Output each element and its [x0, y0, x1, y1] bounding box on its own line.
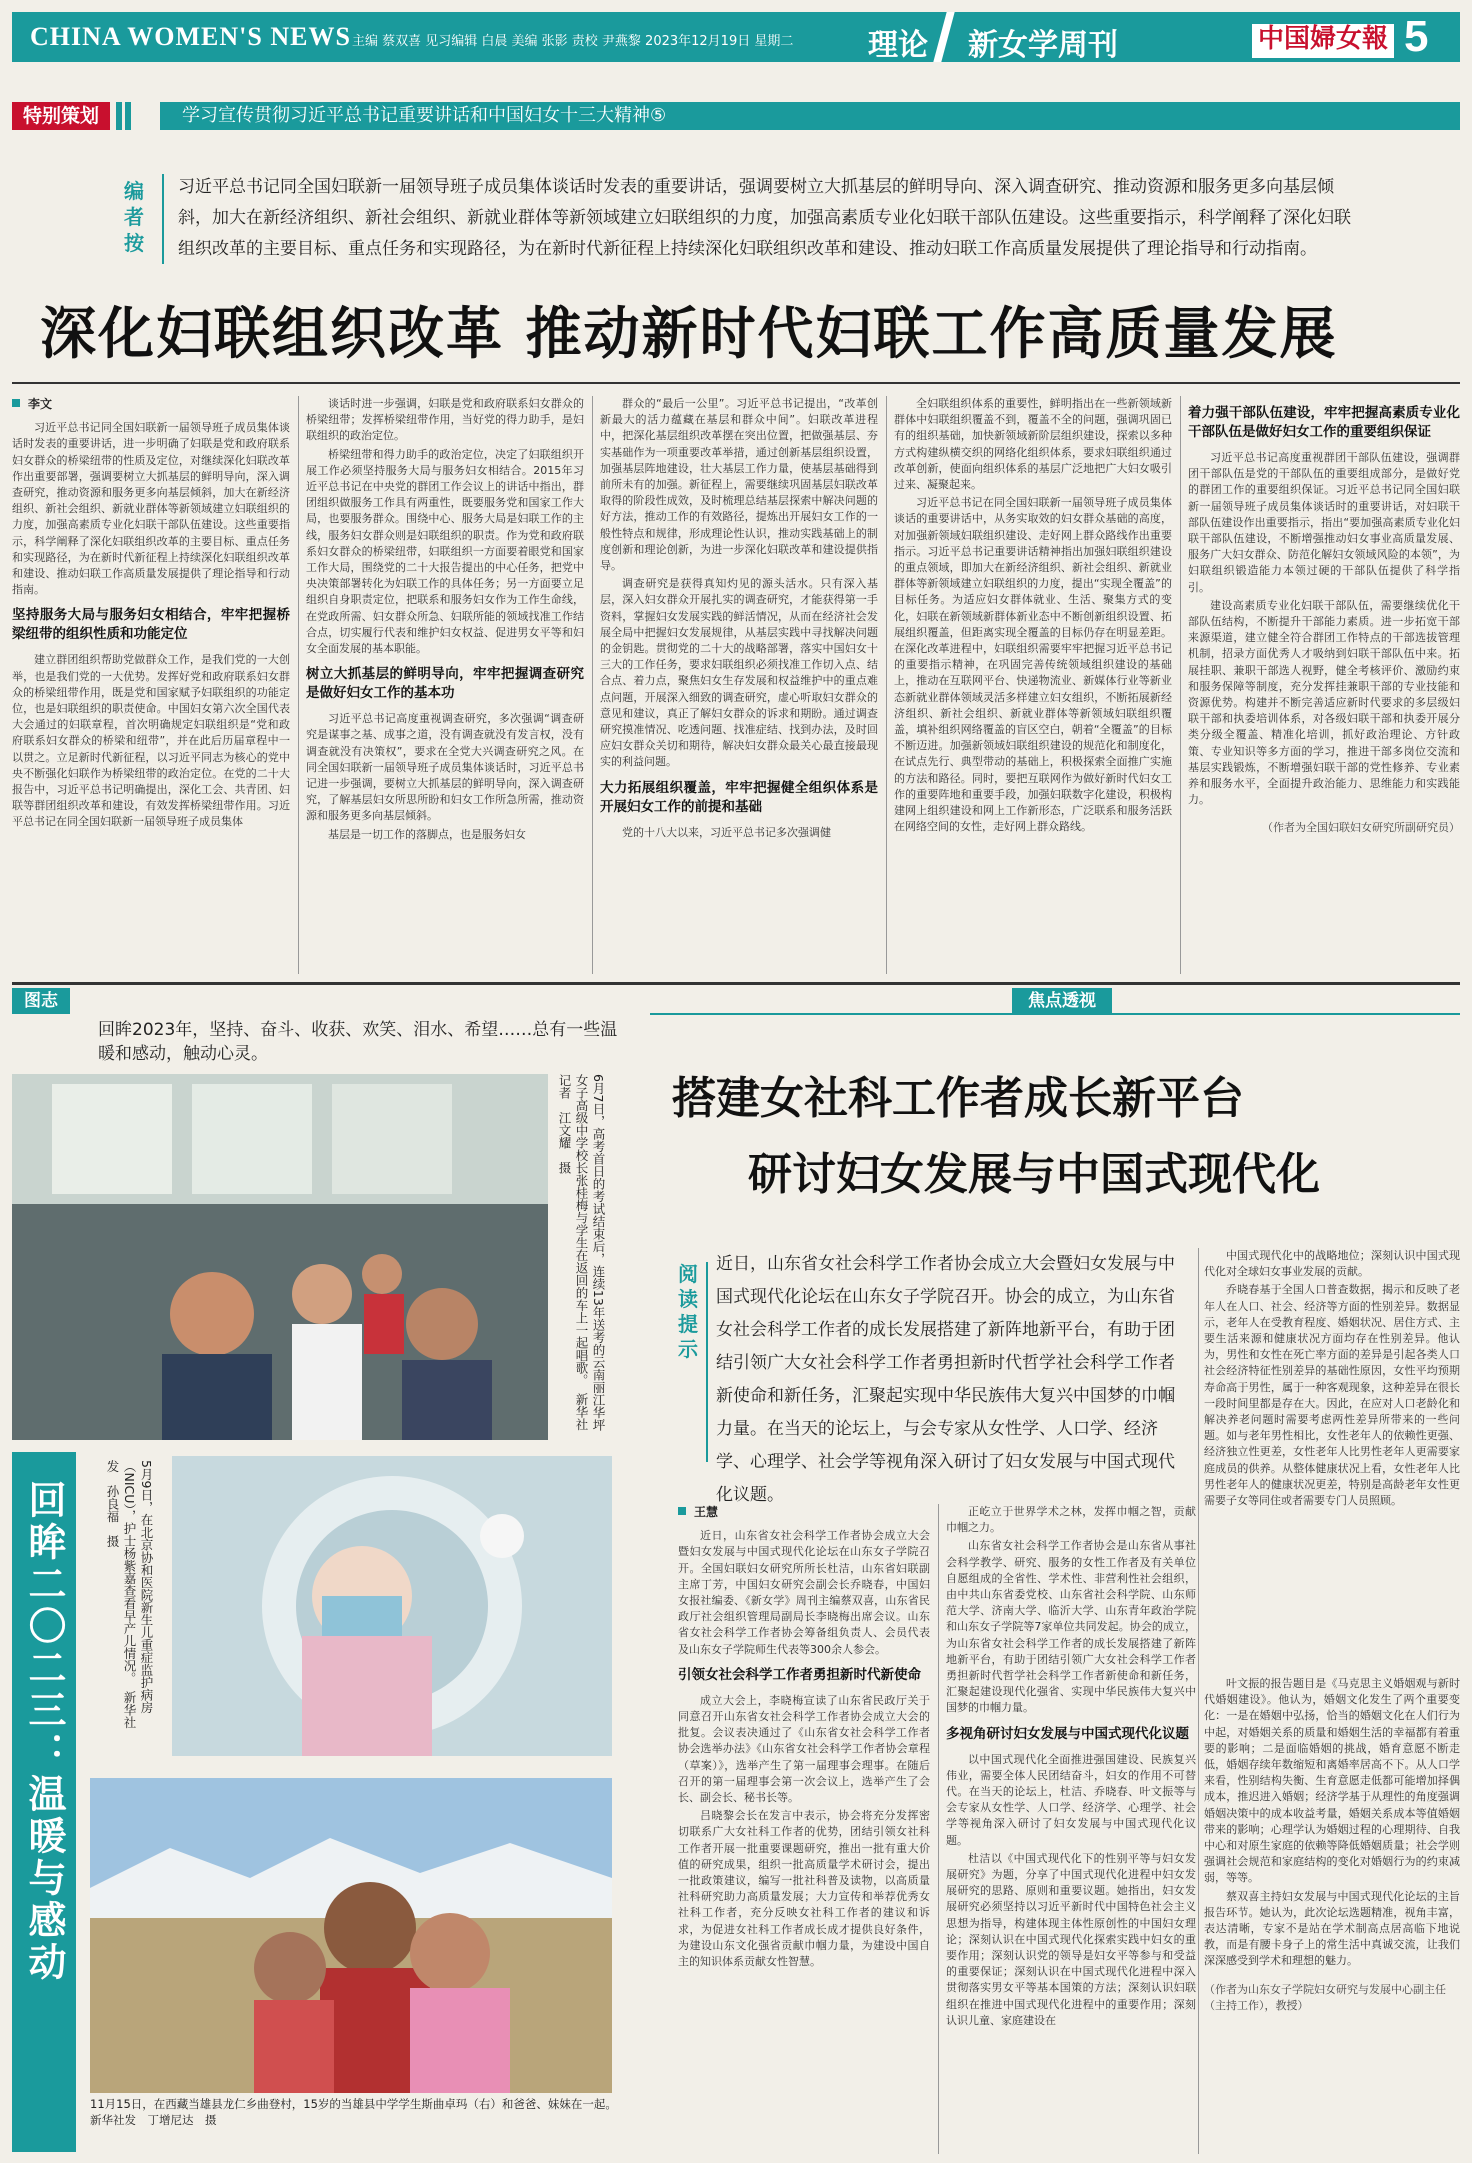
focus-tag: 焦点透视 [1012, 988, 1112, 1014]
article-column-2 [306, 396, 584, 974]
paragraph: 调查研究是获得真知灼见的源头活水。只有深入基层，深入妇女群众开展扎实的调查研究，才能获得第一手资料，掌握妇女发展实践的鲜活情况，从而在经济社会发展全局中把握妇女发展规律，从基层实践中寻找解决问题的金钥匙。贯彻党的二十大的战略部署，落实中国妇女十三大的工作任务，要求妇联组织必须找准工作切入点、结合点、着力点，聚焦妇女生存发展和权益维护中的重点难点问题，开展深入细致的调查研究，虚心听取妇女群众的意见和建议，真正了解妇女群众的诉求和期盼。通过调查研究摸准情况、吃透问题、找准症结、找到办法，及时回应妇女群众关切和期待，解决妇女群众最关心最直接最现实的利益问题。 [600, 577, 878, 769]
paragraph: 杜洁以《中国式现代化下的性别平等与妇女发展研究》为题，分享了中国式现代化进程中妇女发展研究的思路、原则和重要议题。她指出，妇女发展研究必须坚持以习近平新时代中国特色社会主义思想为指导，构建体现主体性原创性的中国妇女理论；深刻认识在中国式现代化探索实践中妇女的重要作用；深刻认识党的领导是妇女平等参与和受益的重要保证；深刻认识在中国式现代化进程中深入贯彻落实男女平等基本国策的方法；深刻认识妇联组织在推进中国式现代化进程中的重要作用；深刻认识儿童、家庭建设在 [946, 1851, 1196, 2027]
paragraph: 以中国式现代化全面推进强国建设、民族复兴伟业，需要全体人民团结奋斗，妇女的作用不可替代。在当天的论坛上，杜洁、乔晓春、叶文振等与会专家从女性学、人口学、经济学、心理学、社会学等视角深入研讨了妇女发展与中国式现代化议题。 [946, 1752, 1196, 1847]
paragraph: 习近平总书记高度重视群团干部队伍建设，强调群团干部队伍是党的干部队伍的重要组成部分，是做好党的群团工作的重要组织保证。习近平总书记同全国妇联新一届领导班子成员集体谈话时的重要讲话，对妇联干部队伍建设作出重要指示，指出“要加强高素质专业化妇联干部队伍建设，不断增强推动妇女事业高质量发展、服务广大妇女群众、防范化解妇女领域风险的本领”，为妇联组织锻造能力本领过硬的干部队伍提供了科学指引。 [1188, 451, 1460, 594]
photo-section-intro: 回眸2023年，坚持、奋斗、收获、欢笑、泪水、希望……总有一些温暖和感动，触动心灵。 [98, 1020, 618, 1064]
staff-line: 主编 蔡双喜 见习编辑 白晨 美编 张影 责校 尹燕黎 2023年12月19日 星期二 [352, 34, 794, 49]
photo-tibet-family [90, 1778, 612, 2093]
special-planning-tag: 特别策划 [12, 102, 110, 130]
article-column-3 [600, 396, 878, 974]
reading-tip-tag: 阅读提示 [678, 1262, 698, 1361]
paragraph: 党的十八大以来，习近平总书记多次强调健 [622, 825, 831, 839]
banner-title: 学习宣传贯彻习近平总书记重要讲话和中国妇女十三大精神⑤ [160, 102, 1460, 130]
reading-tip-rule [706, 1262, 708, 1462]
paragraph: 近日，山东省女社会科学工作者协会成立大会暨妇女发展与中国式现代化论坛在山东女子学院召开。全国妇联妇女研究所所长杜洁，山东省妇联副主席丁芳，中国妇女研究会副会长乔晓春，中国妇女报社编委、《新女学》周刊主编蔡双喜，山东省民政厅社会组织管理局副局长李晓梅出席会议。山东省女社会科学工作者协会筹备组负责人、会员代表及山东女子学院师生代表等300余人参会。 [678, 1529, 930, 1656]
paragraph: 习近平总书记在同全国妇联新一届领导班子成员集体谈话的重要讲话中，从务实取效的妇女群众基础的高度，对加强新领域妇联组织建设、走好网上群众路线作出重要指示。习近平总书记重要讲话精神指出加强妇联组织建设的重点领域，即加大在新经济组织、新社会组织、新就业群体等新领域建立妇联组织的力度，提出“实现全覆盖”的目标任务。为适应妇女群体就业、生活、聚集方式的变化，妇联在新领域新群体新业态中不断创新组织设置、拓展组织覆盖，但距离实现全覆盖的目标仍存在明显差距。在深化改革进程中，妇联组织需要牢牢把握习近平总书记的重要指示精神，在巩固完善传统领域组织建设的基础上，推动在互联网平台、快递物流业、新媒体行业等新业态新就业群体领域灵活多样建立妇女组织，不断拓展新经济组织、新社会组织、新就业群体等新领域妇联组织覆盖，填补组织网络覆盖的盲区空白，朝着“全覆盖”的目标不断迈进。加强新领域妇联组织建设的规范化和制度化，在试点先行、典型带动的基础上，积极探索全面推广实施的方法和路径。同时，要把互联网作为做好新时代妇女工作的重要阵地和重要手段，加强妇联数字化建设，积极构建网上组织建设和网上工作新形态，广泛联系和服务活跃在网络空间的女性，走好网上群众路线。 [894, 496, 1172, 834]
paragraph: 山东省女社会科学工作者协会是山东省从事社会科学教学、研究、服务的女性工作者及有关单位自愿组成的全省性、学术性、非营利性社会组织，由中共山东省委党校、山东省社会科学院、山东师范大学、济南大学、临沂大学、山东青年政治学院和山东女子学院等7家单位共同发起。协会的成立，为山东省女社会科学工作者的成长发展搭建了新阵地新平台，有助于团结引领广大女社会科学工作者勇担新时代哲学社会科学工作者新使命和新任务，汇聚起建设现代化强省、实现中华民族伟大复兴中国梦的巾帼力量。 [946, 1539, 1196, 1715]
page-number: 5 [1404, 12, 1429, 61]
headline-rule [12, 382, 1460, 384]
paragraph: 蔡双喜主持妇女发展与中国式现代化论坛的主旨报告环节。她认为，此次论坛选题精准，视角丰富，表达清晰，专家不是站在学术制高点居高临下地说教，而是有腰卡身子上的常生活中真诚交流，让我们深深感受到学术和理想的魅力。 [1204, 1889, 1460, 1968]
tibet-photo-illustration [90, 1778, 612, 2093]
weekly-name: 新女学周刊 [968, 28, 1118, 63]
paragraph: 叶文振的报告题目是《马克思主义婚姻观与新时代婚姻建设》。他认为，婚姻文化发生了两个重要变化：一是在婚姻中弘扬，恰当的婚姻文化在人们行为中起，对婚姻关系的质量和婚姻生活的幸福都有着重要的影响；二是面临婚姻的挑战，婚育意愿不断走低，婚姻存续年数缩短和离婚率居高不下。从人口学来看，性别结构失衡、生育意愿走低都可能增加择偶成本，推迟进入婚姻；经济学基于从理性的角度强调婚姻决策中的成本收益考量，婚姻关系成本等值婚姻带来的影响；心理学认为婚姻过程的心理期待、自我中心和对原生家庭的依赖等降低婚姻质量；社会学则强调社会规范和家庭结构的变化对婚姻行为的约束减弱，等等。 [1204, 1677, 1460, 1885]
paragraph: 桥梁纽带和得力助手的政治定位，决定了妇联组织开展工作必须坚持服务大局与服务妇女相结合。2015年习近平总书记在中央党的群团工作会议上的讲话中指出，群团组织做服务工作具有两重性，既要服务党和国家工作大局，也要服务群众。围绕中心、服务大局是妇联工作的主线，服务妇女群众则是妇联组织的职责。作为党和政府联系妇女群众的桥梁纽带，妇联组织一方面要着眼党和国家工作大局，围绕党的二十大报告提出的中心任务，把党中央决策部署转化为妇联工作的具体任务；另一方面要立足组织自身职责定位，把联系和服务妇女作为工作生命线，在党政所需、妇女群众所急、妇联所能的领域找准工作结合点，切实履行代表和维护妇女权益、促进男女平等和妇女全面发展的基本职能。 [306, 447, 584, 656]
focus-column-1 [678, 1504, 930, 2154]
main-headline: 深化妇联组织改革 推动新时代妇联工作高质量发展 [40, 301, 1338, 367]
article-column-5 [1188, 396, 1460, 974]
section-name: 理论 [868, 28, 928, 63]
focus-author: 王慧 [678, 1504, 930, 1520]
reading-tip-text: 近日，山东省女社会科学工作者协会成立大会暨妇女发展与中国式现代化论坛在山东女子学院召开。协会的成立，为山东省女社会科学工作者的成长发展搭建了新阵地新平台，有助于团结引领广大女社会科学工作者勇担新时代哲学社会科学工作者新使命和新任务，汇聚起实现中华民族伟大复兴中国梦的巾帼力量。在当天的论坛上，与会专家从女性学、人口学、经济学、心理学、社会学等视角深入研讨了妇女发展与中国式现代化议题。 [716, 1254, 1175, 1505]
column-divider [1198, 1248, 1199, 2154]
paragraph: 吕晓黎会长在发言中表示，协会将充分发挥密切联系广大女社科工作者的优势，团结引领女社科工作者开展一批重要课题研究，推出一批有重大价值的研究成果，组织一批高质量学术研讨会，提出一批政策建议，编写一批社科普及读物，以高质量社科研究助力高质量发展；大力宣传和举荐优秀女社科工作者，充分反映女社科工作者的建议和诉求，为促进女社科工作者成长成才提供良好条件，为建设山东文化强省贡献巾帼力量，为建设中国自主的知识体系贡献女性智慧。 [678, 1809, 930, 1969]
subheading-1: 坚持服务大局与服务妇女相结合，牢牢把握桥梁纽带的组织性质和功能定位 [12, 607, 290, 643]
focus-subheading-1: 引领女社会科学工作者勇担新时代新使命 [678, 1666, 921, 1683]
editor-note-text: 习近平总书记同全国妇联新一届领导班子成员集体谈话时发表的重要讲话，强调要树立大抓基层的鲜明导向、深入调查研究、推动资源和服务更多向基层倾斜，加大在新经济组织、新社会组织、新就业群体等新领域建立妇联组织的力度，加强高素质专业化妇联干部队伍建设。这些重要指示，科学阐释了深化妇联组织改革的主要目标、重点任务和实现路径，为在新时代新征程上持续深化妇联组织改革和建设、推动妇联工作高质量发展提供了理论指导和行动指南。 [178, 177, 1351, 259]
photo-caption-2: 5月9日，在北京协和医院新生儿重症监护病房（NICU），护士杨紫嘉查看早产儿情况。 新华社发 孙良福 摄 [105, 1460, 154, 1729]
photo-bus-singing [12, 1074, 548, 1440]
paragraph: 成立大会上，李晓梅宣读了山东省民政厅关于同意召开山东省女社会科学工作者协会成立大会的批复。会议表决通过了《山东省女社会科学工作者协会选举办法》《山东省女社会科学工作者协会章程（草案）》，选举产生了第一届理事会理事。在随后召开的第一届理事会第一次会议上，选举产生了会长、副会长、秘书长等。 [678, 1693, 930, 1805]
column-divider [298, 396, 299, 974]
photo-caption-1: 6月7日，高考首日的考试结束后，连续13年送考的云南丽江华坪女子高级中学校长张桂梅与学生在返回的车上一起唱歌。 新华社记者 江文耀 摄 [557, 1074, 606, 1431]
paragraph: 建设高素质专业化妇联干部队伍，需要继续优化干部队伍结构，不断提升干部能力素质。进一步拓宽干部来源渠道，建立健全符合群团工作特点的干部选拔管理机制，招录方面优秀人才吸纳到妇联干部队伍中来。拓展挂职、兼职干部选人视野，健全考核评价、激励约束和服务保障等制度，充分发挥挂兼职干部的专业技能和资源优势。构建并不断完善适应新时代要求的多层级妇联干部和执委培训体系，对各级妇联干部和执委开展分类分级全覆盖、精准化培训，抓好政治理论、方针政策、专业知识等多方面的学习，推进干部多岗位交流和基层实践锻炼，不断增强妇联干部的党性修养、专业素养和服务水平，全面提升政治能力、思维能力和实践能力。 [1188, 598, 1460, 807]
paragraph: 乔晓春基于全国人口普查数据，揭示和反映了老年人在人口、社会、经济等方面的性别差异。数据显示，老年人在受教育程度、婚姻状况、居住方式、主要生活来源和健康状况方面均存在性别差异。他认为，男性和女性在死亡率方面的差异是引起各类人口社会经济特征性别差异的基础性原因，女性平均预期寿命高于男性，属于一种客观现象，这种差异在很长一段时间里都是存在大。因此，在应对人口老龄化和解决养老问题时需要考虑两性差异所带来的一些问题。如与老年男性相比，女性老年人的依赖性更强、经济独立性更差，女性老年人比男性老年人更需要家庭成员的供养。从整体健康状况上看，女性老年人比男性老年人的健康状况更差，特别是高龄老年女性更需要子女等同住或者需要专门人员照顾。 [1204, 1283, 1460, 1508]
nicu-photo-illustration [172, 1456, 612, 1756]
paragraph: 基层是一切工作的落脚点，也是服务妇女 [328, 827, 526, 841]
subheading-3: 大力拓展组织覆盖，牢牢把握健全组织体系是开展妇女工作的前提和基础 [600, 779, 878, 815]
newspaper-logo: 中国婦女報 [1252, 24, 1394, 58]
editor-note-rule [162, 174, 164, 264]
paragraph: 习近平总书记同全国妇联新一届领导班子成员集体谈话时发表的重要讲话，进一步明确了妇联是党和政府联系妇女群众的桥梁纽带的性质及定位，对继续深化妇联改革作出重要部署，强调要树立大抓基层的鲜明导向，深入调查研究，推动资源和服务更多向基层倾斜，加大在新经济组织、新社会组织、新就业群体等新领域建立妇联组织的力度，加强高素质专业化妇联干部队伍建设。这些重要指示，科学阐释了深化妇联组织改革的主要目标、重点任务和实现路径，为在新时代新征程上持续深化妇联组织改革和建设、推动妇联工作高质量发展提供了理论指导和行动指南。 [12, 421, 290, 597]
focus-column-3a [1204, 1248, 1460, 1668]
paper-english-name: CHINA WOMEN'S NEWS [30, 22, 351, 51]
bus-photo-illustration [12, 1074, 548, 1440]
subheading-4: 着力强干部队伍建设，牢牢把握高素质专业化干部队伍是做好妇女工作的重要组织保证 [1188, 405, 1460, 440]
masthead-divider [933, 12, 954, 62]
column-divider [592, 396, 593, 974]
paragraph: 建立群团组织帮助党做群众工作，是我们党的一大创举，也是我们党的一大优势。发挥好党和政府联系妇女群众的桥梁纽带作用，既是党和国家赋予妇联组织的功能定位，也是妇联组织的职责使命。中国妇女第六次全国代表大会通过的妇联章程，首次明确规定妇联组织是“党和政府联系妇女群众的桥梁和纽带”，并在此后历届章程中一以贯之。立足新时代新征程，以习近平同志为核心的党中央不断强化妇联作为桥梁纽带的政治定位。在党的二十大报告中，习近平总书记明确提出，深化工会、共青团、妇联等群团组织改革和建设，有效发挥桥梁纽带作用。习近平总书记在同全国妇联新一届领导班子成员集体 [12, 653, 290, 829]
paragraph: 谈话时进一步强调，妇联是党和政府联系妇女群众的桥梁纽带；发挥桥梁纽带作用，当好党的得力助手，是妇联组织的政治定位。 [306, 397, 584, 443]
subheading-2: 树立大抓基层的鲜明导向，牢牢把握调查研究是做好妇女工作的基本功 [306, 666, 584, 702]
paragraph: 习近平总书记高度重视调查研究，多次强调“调查研究是谋事之基、成事之道，没有调查就没有发言权，没有调查就没有决策权”，要求在全党大兴调查研究之风。在同全国妇联新一届领导班子成员集体谈话时，习近平总书记进一步强调，要树立大抓基层的鲜明导向，深入调查研究，了解基层妇女所思所盼和妇女工作所急所需，推动资源和服务更多向基层倾斜。 [306, 712, 584, 823]
focus-subheading-2: 多视角研讨妇女发展与中国式现代化议题 [946, 1725, 1189, 1742]
paragraph: 群众的“最后一公里”。习近平总书记提出，“改革创新最大的活力蕴藏在基层和群众中间”。妇联改革进程中，把深化基层组织改革摆在突出位置，把做强基层、夯实基础作为一项重要改革举措，通过创新基层组织设置，加强基层阵地建设，壮大基层工作力量，使基层基础得到前所未有的加强。新征程上，需要继续巩固基层妇联改革取得的阶段性成效，及时梳理总结基层探索中解决问题的好方法，推动工作的有效路径，提炼出开展妇女工作的一般性特点和规律，形成理论性认识，推动实践基础上的制度创新和理论创新，为进一步深化妇联改革和建设提供指导。 [600, 397, 878, 573]
section-rule [12, 982, 1460, 985]
focus-column-2 [946, 1504, 1196, 2154]
column-divider [1180, 396, 1181, 974]
author-note: （作者为全国妇联妇女研究所副研究员） [1262, 821, 1460, 835]
paragraph: 中国式现代化中的战略地位；深刻认识中国式现代化对全球妇女事业发展的贡献。 [1204, 1249, 1460, 1279]
vertical-title: 回眸二〇二三：温暖与感动 [22, 1480, 66, 1984]
paragraph: 正屹立于世界学术之林，发挥巾帼之智，贡献巾帼之力。 [946, 1505, 1196, 1535]
author-name: 李文 [12, 396, 290, 412]
photo-section-tag: 图志 [12, 988, 70, 1014]
column-divider [886, 396, 887, 974]
focus-headline-1: 搭建女社科工作者成长新平台 [672, 1073, 1244, 1124]
masthead [12, 12, 1460, 62]
focus-column-3b [1204, 1676, 1460, 2154]
focus-headline-2: 研讨妇女发展与中国式现代化 [748, 1149, 1320, 1200]
paragraph: 全妇联组织体系的重要性，鲜明指出在一些新领域新群体中妇联组织覆盖不到，覆盖不全的问题，强调巩固已有的组织基础，加快新领域新阶层组织建设，探索以多种方式构建纵横交织的网络化组织体系，要求妇联组织通过改革创新，使面向组织体系的基层广泛地把广大妇女吸引过来、凝聚起来。 [894, 397, 1172, 492]
column-divider [938, 1504, 939, 2154]
banner-bars [116, 102, 138, 130]
photo-nicu-nurse [172, 1456, 612, 1756]
article-column-1 [12, 396, 290, 974]
photo-caption-3: 11月15日，在西藏当雄县龙仁乡曲登村，15岁的当雄县中学学生斯曲卓玛（右）和爸爸、妹妹在一起。 新华社发 丁增尼达 摄 [90, 2097, 658, 2127]
editor-note-tag: 编者按 [124, 179, 144, 255]
article-column-4 [894, 396, 1172, 974]
focus-author-note: （作者为山东女子学院妇女研究与发展中心副主任（主持工作），教授） [1204, 1982, 1446, 2012]
